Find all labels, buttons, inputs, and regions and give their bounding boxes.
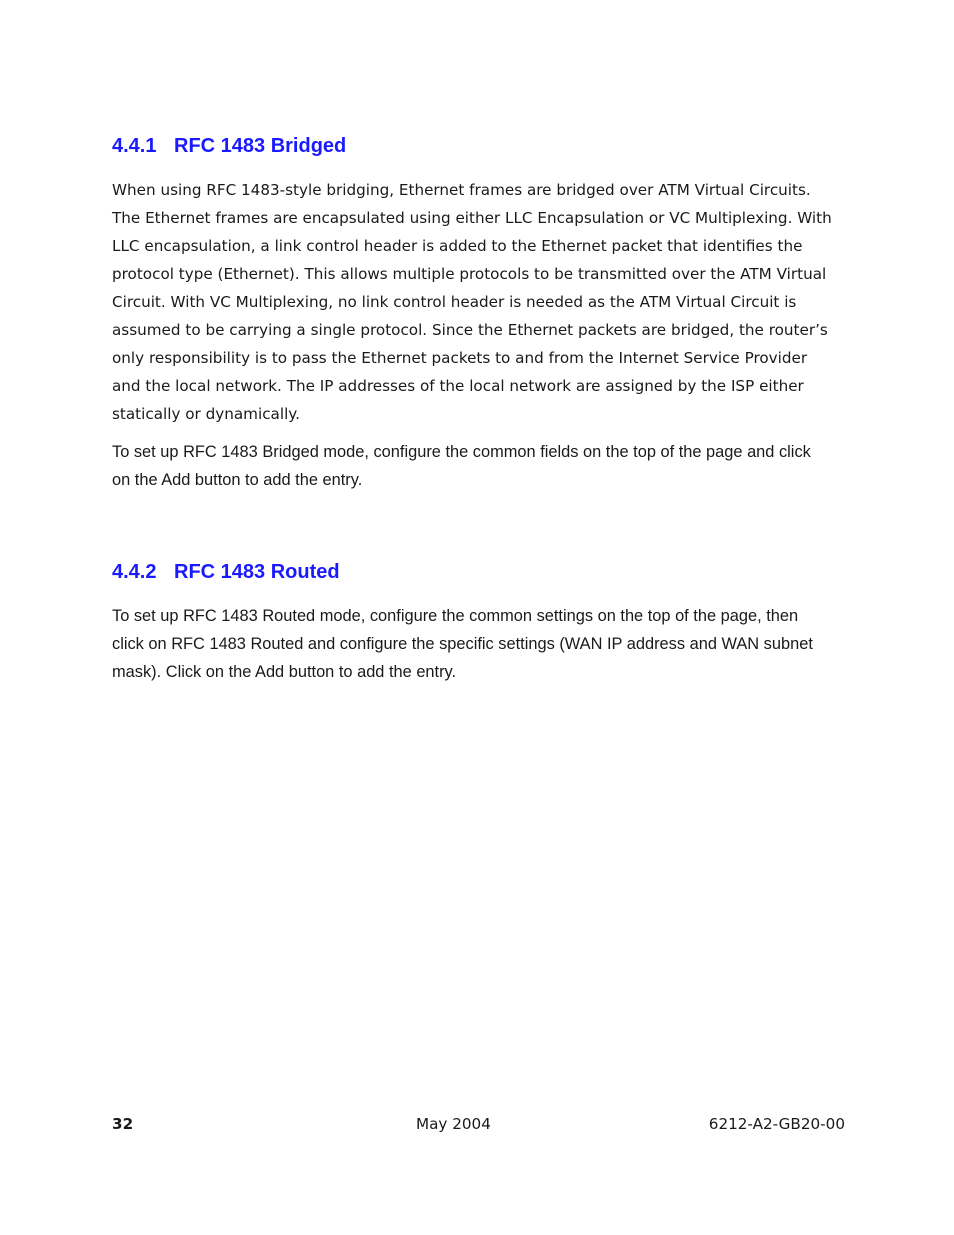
footer-page-number: 32: [112, 1115, 134, 1133]
document-page: [112, 0, 845, 1235]
section-number: 4.4.2: [112, 561, 157, 583]
section-title: RFC 1483 Routed: [174, 561, 340, 583]
paragraph-line: statically or dynamically.: [112, 405, 300, 423]
paragraph-line: and the local network. The IP addresses of the local network are assigned by the ISP either: [112, 377, 804, 395]
section-heading-4-4-1: [112, 134, 346, 158]
footer-date: May 2004: [416, 1115, 491, 1133]
paragraph-line: protocol type (Ethernet). This allows multiple protocols to be transmitted over the ATM Virtual: [112, 265, 827, 283]
paragraph-line: on the Add button to add the entry.: [112, 471, 363, 489]
routed-setup-paragraph: [112, 602, 845, 686]
section-number: 4.4.1: [112, 135, 157, 157]
paragraph-line: To set up RFC 1483 Routed mode, configure the common settings on the top of the page, then: [112, 607, 799, 625]
paragraph-line: To set up RFC 1483 Bridged mode, configure the common fields on the top of the page and click: [112, 443, 811, 461]
paragraph-line: only responsibility is to pass the Ethernet packets to and from the Internet Service Provider: [112, 349, 808, 367]
bridged-description-paragraph: [112, 176, 845, 428]
paragraph-line: click on RFC 1483 Routed and configure the specific settings (WAN IP address and WAN subnet: [112, 635, 813, 653]
paragraph-line: When using RFC 1483-style bridging, Ethernet frames are bridged over ATM Virtual Circuits.: [112, 181, 811, 199]
bridged-setup-paragraph: [112, 438, 845, 494]
paragraph-line: assumed to be carrying a single protocol. Since the Ethernet packets are bridged, the router’s: [112, 321, 828, 339]
paragraph-line: LLC encapsulation, a link control header is added to the Ethernet packet that identifies the: [112, 237, 803, 255]
paragraph-line: The Ethernet frames are encapsulated using either LLC Encapsulation or VC Multiplexing. With: [112, 209, 832, 227]
footer-document-number: 6212-A2-GB20-00: [708, 1115, 845, 1133]
section-heading-4-4-2: [112, 560, 340, 584]
paragraph-line: mask). Click on the Add button to add the entry.: [112, 663, 457, 681]
paragraph-line: Circuit. With VC Multiplexing, no link control header is needed as the ATM Virtual Circuit is: [112, 293, 797, 311]
section-title: RFC 1483 Bridged: [174, 135, 347, 157]
